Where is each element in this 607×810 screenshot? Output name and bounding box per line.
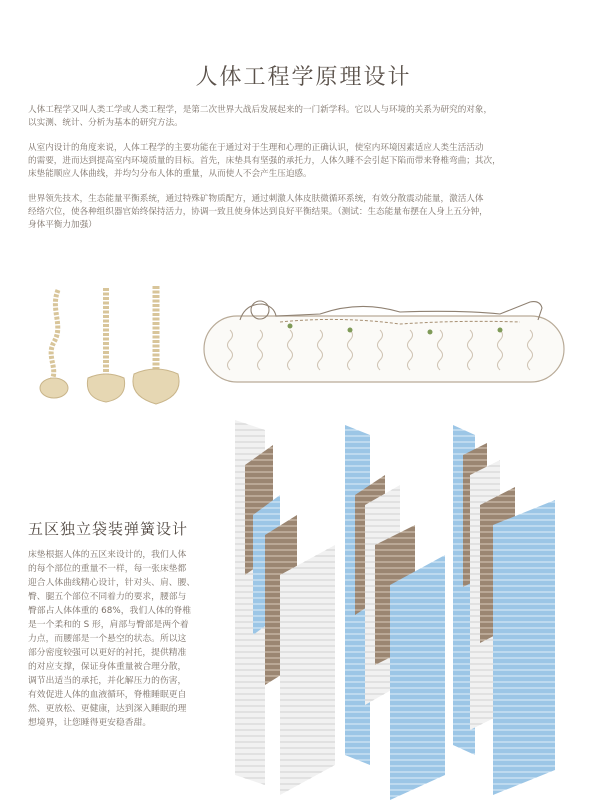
intro-paragraph-2: 从室内设计的角度来说，人体工程学的主要功能在于通过对于生理和心理的正确认识，使室内环境因素适应人类生活活动 的需要，进而达到提高室内环境质量的目标。首先，床垫具有坚强的承托力，人体久睡不会引起下陷而带来脊椎弯曲；其次， 床垫能顺应人体曲线，并均匀分布人体的重量，从而使人不会产生压迫感。 [28, 143, 501, 179]
spring-block-3 [453, 425, 555, 795]
spine-side-view [40, 290, 68, 398]
spine-back-view [87, 288, 124, 402]
spine-illustration [28, 280, 188, 410]
section-title: 五区独立袋装弹簧设计 [28, 520, 189, 538]
section-body: 床垫根据人体的五区来设计的，我们人体 的每个部位的重量不一样，每一张床垫都 迎合人体曲线精心设计，针对头、肩、腰、 臀、腿五个部位不同着力的要求，腰部与 臀部占人体体重的 68%，我们人体的脊椎 是一个柔和的 S 形，肩部与臀部是两个着 力点，而腰部是一个悬空的状态。所以这 部分密度较强可以更好的衬托，提供精准 的对应支撑，保证身体重量被合理分散， 调节出适当的承托，并化解压力的伤害， 有效促进人体的血液循环，脊椎睡眠更自 然、更放松、更健康，达到深入睡眠的理 想境界，让您睡得更安稳香甜。 [28, 550, 196, 728]
spring-block-2 [345, 425, 445, 800]
sleeping-person-on-mattress [200, 280, 570, 390]
spring-block-1 [235, 420, 335, 795]
page-title: 人体工程学原理设计 [195, 65, 412, 90]
pocket-spring-blocks [225, 415, 595, 800]
spine-front-view [133, 286, 179, 404]
intro-paragraph-1: 人体工程学又叫人类工学或人类工程学，是第二次世界大战后发展起来的一门新学科。它以人与环境的关系为研究的对象， 以实测、统计、分析为基本的研究方法。 [28, 105, 493, 128]
intro-paragraph-3: 世界领先技术，生态能量平衡系统，通过特殊矿物质配方，通过刺激人体皮肤微循环系统，有效分散震动能量，激活人体 经络穴位，使各种组织器官始终保持活力，协调一致且使身体达到良好平衡结果。（测试：生态能量布摆在人身上五分钟， 身体平衡力加强） [28, 194, 488, 230]
